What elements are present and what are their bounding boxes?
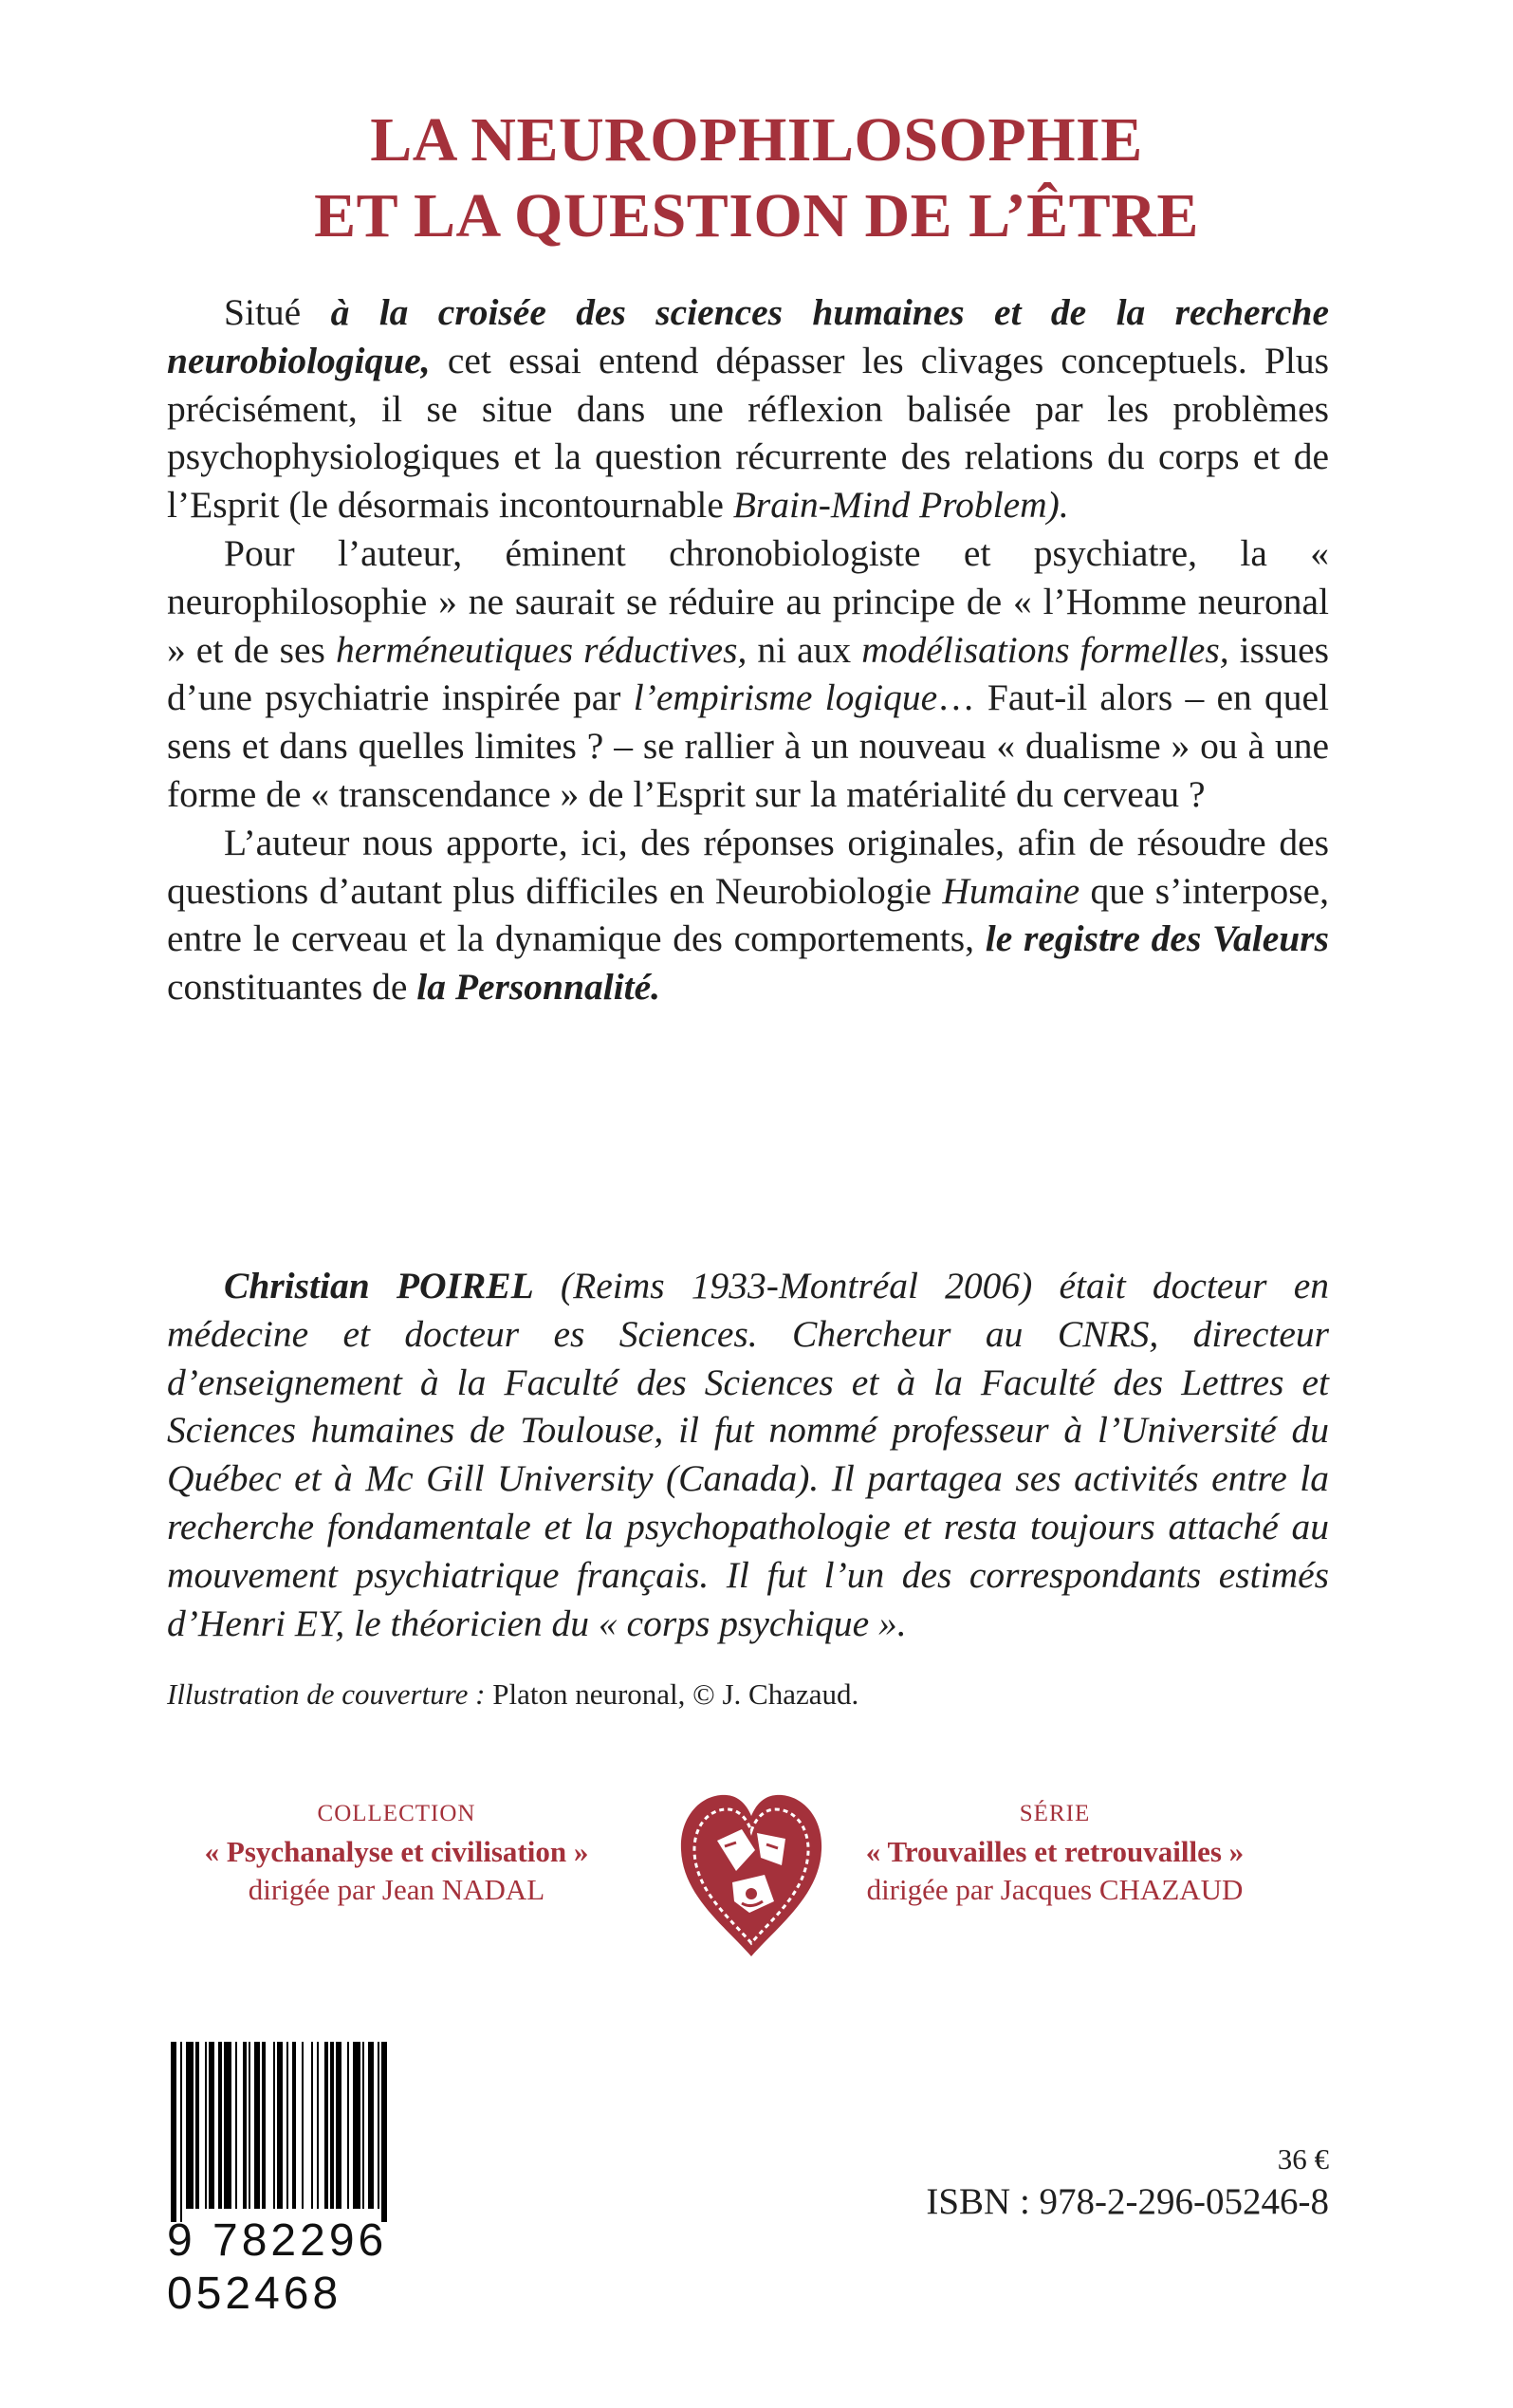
illustration-label: Illustration de couverture : [167,1677,486,1711]
barcode-bar [224,2042,231,2209]
barcode-bar [330,2042,334,2209]
desc-p3-bold-1: le registre des Valeurs [985,917,1329,960]
barcode-bar [205,2042,207,2209]
desc-p2-text-1: Pour l’auteur, éminent chronobiologiste et psychiatre, la « neurophilosophie » ne saurait se réduire au principe de « l’Homme neuronal » et de ses [167,531,1329,671]
book-title [0,102,1513,254]
desc-p2-text-3: issues d’une psychiatrie inspirée par [167,628,1329,719]
barcode-bar [171,2042,176,2222]
barcode-bar [378,2042,379,2209]
barcode-bar [218,2042,222,2209]
barcode-bar [180,2042,182,2222]
barcode-bar [311,2042,313,2209]
desc-p3-italic-1: Humaine [942,869,1080,912]
desc-p3-text-2: que s’interpose, entre le cerveau et la dynamique des comportements, [167,869,1329,960]
desc-p3-bold-2: la Personnalité. [416,966,661,1009]
serie-label: SÉRIE [1019,1801,1091,1826]
bio-paragraph [167,1262,1329,1647]
desc-p2-text-2: ni aux [747,628,862,671]
collection-label: COLLECTION [317,1801,476,1826]
barcode-bar [292,2042,296,2209]
desc-p1-text-1: Situé [224,291,331,333]
barcode-bar [336,2042,341,2209]
price: 36 € [1277,2142,1329,2176]
desc-p2-italic-3: l’empirisme logique [633,676,938,719]
barcode-number: 9 782296 052468 [167,2215,388,2319]
desc-p2-text-4: … Faut-il alors – en quel sens et dans quelles limites ? – se rallier à un nouveau « dualisme » ou à une forme de « transcendance » de l’Esprit sur la matérialité du cerveau ? [167,676,1329,815]
barcode-bar [286,2042,288,2209]
barcode-bar [243,2042,247,2209]
barcode-bar [209,2042,214,2209]
description-paragraph-2 [167,529,1329,819]
desc-p3-text-1: L’auteur nous apporte, ici, des réponses originales, afin de résoudre des questions d’autant plus difficiles en Neurobiologie [167,821,1329,912]
desc-p2-italic-2: modélisations formelles, [861,628,1229,671]
desc-p2-italic-1: herméneutiques réductives, [335,628,747,671]
barcode-bar [347,2042,349,2209]
title-line-1: LA NEUROPHILOSOPHIE [370,105,1143,175]
barcode-bar [235,2042,237,2209]
author-name: Christian POIREL [224,1265,534,1306]
serie-director: dirigée par Jacques CHAZAUD [866,1873,1244,1906]
barcode-bar [362,2042,364,2209]
description-paragraph-1 [167,288,1329,529]
illustration-value: Platon neuronal, © J. Chazaud. [485,1677,859,1711]
heart-shaped-face-logo-icon [675,1784,827,1960]
barcode [167,2042,550,2222]
serie-block [818,1795,1292,1909]
barcode-bar [368,2042,374,2209]
desc-p3-text-3: constituantes de [167,966,417,1009]
barcode-bar [186,2042,194,2209]
barcode-bar [273,2042,275,2209]
collection-block [159,1795,634,1909]
serie-name: « Trouvailles et retrouvailles » [865,1835,1245,1868]
illustration-credit [167,1676,858,1713]
barcode-bar [249,2042,250,2209]
barcode-bar [353,2042,360,2209]
barcode-bar [195,2042,199,2209]
collection-director: dirigée par Jean NADAL [248,1873,545,1906]
barcode-bar [324,2042,328,2209]
collection-name: « Psychanalyse et civilisation » [204,1835,589,1868]
desc-p1-text-2: cet essai entend dépasser les clivages conceptuels. Plus précisément, il se situe dans une réflexion balisée par les problèmes psychophysiologiques et la question récurrente des relations du corps et de l’Esprit (le désormais incontournable [167,339,1329,527]
isbn: ISBN : 978-2-296-05246-8 [926,2181,1329,2222]
barcode-bar [302,2042,304,2209]
barcode-bar [317,2042,319,2209]
desc-p1-italic-1: Brain-Mind Problem). [732,484,1069,527]
barcode-bar [381,2042,387,2222]
title-line-2: ET LA QUESTION DE L’ÊTRE [314,181,1199,250]
desc-p1-bold-1: à la croisée des sciences humaines et de la recherche neurobiologique, [167,291,1329,381]
bio-text: (Reims 1933-Montréal 2006) était docteur en médecine et docteur es Sciences. Chercheur au CNRS, directeur d’enseignement à la Faculté des Sciences et à la Faculté des Lettres et Sciences humaines de Toulouse, il fut nommé professeur à l’Université du Québec et à Mc Gill University (Canada). Il partagea ses activités entre la recherche fondamentale et la psychopathologie et resta toujours attaché au mouvement psychiatrique français. Il fut l’un des correspondants estimés d’Henri EY, le théoricien du « corps psychique ». [167,1265,1329,1644]
description-paragraph-3 [167,819,1329,1011]
book-description [167,288,1329,1011]
barcode-bar [277,2042,283,2209]
barcode-bar [254,2042,260,2209]
author-bio [167,1262,1329,1647]
barcode-bar [262,2042,266,2209]
